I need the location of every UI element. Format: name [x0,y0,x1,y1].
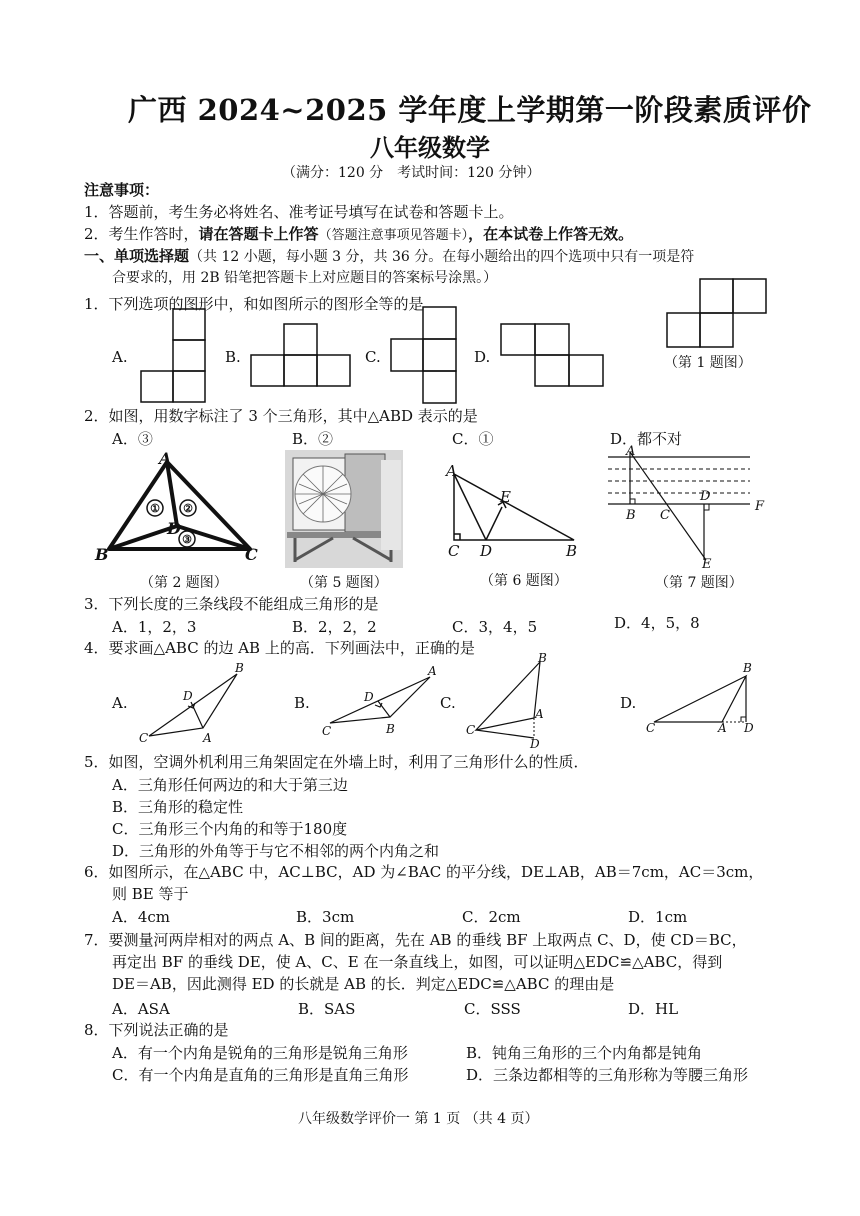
q7-stem-1: 7．要测量河两岸相对的两点 A、B 间的距离，先在 AB 的垂线 BF 上取两点 C、D，使 CD＝BC， [84,931,747,949]
q6-option-c: C．2cm [462,908,521,926]
q6-option-a: A．4cm [112,908,171,926]
section-1-heading: 一、单项选择题 [84,247,190,265]
fig6-label-c: C [448,542,460,560]
q8-option-d: D．三条边都相等的三角形称为等腰三角形 [466,1066,749,1084]
q3-option-a: A．1，2，3 [112,618,197,636]
q6-option-b: B．3cm [296,908,355,926]
q3-option-b: B．2，2，2 [292,618,377,636]
q1-option-d: D. [474,348,491,366]
q4c-label-b: B [538,651,547,665]
q4-option-a: A. [112,694,128,712]
note-2-part-d: ，在本试卷上作答无效。 [468,225,634,243]
fig6-label-d: D [480,542,493,560]
fig7-label-b: B [626,508,636,523]
note-2 [84,224,633,246]
page-title: 广西 2024~2025 学年度上学期第一阶段素质评价 [128,93,812,127]
q7-option-a: A．ASA [112,1000,170,1018]
q1-option-b: B. [225,348,241,366]
q8-option-b: B．钝角三角形的三个内角都是钝角 [466,1044,703,1062]
q7-option-c: C．SSS [464,1000,521,1018]
fig7-label-f: F [755,499,765,514]
section-1-header [84,246,694,267]
fig7-label-a: A [626,444,636,459]
fig7-label-e: E [702,557,712,572]
q4a-label-b: B [235,661,244,675]
q4a-label-d: D [183,689,193,703]
q4-figure-c [462,651,562,751]
q1-figure-c [390,306,458,404]
q4d-label-d: D [744,721,754,735]
fig2-label-2: ② [183,502,193,515]
fig6-label-a: A [446,462,457,480]
fig6-caption: （第 6 题图） [480,573,568,589]
fig7-diagram [600,444,770,570]
q5-option-d: D．三角形的外角等于与它不相邻的两个内角之和 [112,842,440,860]
q8-option-c: C．有一个内角是直角的三角形是直角三角形 [112,1066,409,1084]
fig5-air-conditioner-image [285,450,403,568]
q2-option-d: D．都不对 [610,430,683,448]
q2-option-c: C．① [452,430,494,448]
q1-caption: （第 1 题图） [664,355,752,371]
fig5-caption: （第 5 题图） [300,575,388,591]
fig2-caption: （第 2 题图） [140,575,228,591]
q6-stem-1: 6．如图所示，在△ABC 中，AC⊥BC，AD 为∠BAC 的平分线，DE⊥AB，AB＝7cm，AC＝3cm， [84,863,764,881]
q4c-label-c: C [466,723,476,737]
q2-option-b: B．② [292,430,334,448]
note-2-part-c: （答题注意事项见答题卡） [318,228,469,243]
notes-heading: 注意事项： [84,181,160,199]
q3-option-d: D．4，5，8 [614,614,700,632]
q4a-label-c: C [139,731,149,745]
q1-stem: 1．下列选项的图形中，和如图所示的图形全等的是 [84,295,424,313]
fig2-label-b: B [95,545,109,564]
q4c-label-d: D [530,737,540,751]
fig2-label-1: ① [150,502,160,515]
q4d-label-c: C [646,721,656,735]
fig7-label-d: D [700,489,711,504]
page-subtitle: 八年级数学 [370,133,490,162]
note-2-part-a: 2．考生作答时， [84,225,199,243]
fig2-diagram [95,449,270,572]
q1-option-a: A. [112,348,128,366]
q4-option-b: B. [294,694,310,712]
fig6-diagram [440,462,590,558]
q4-option-d: D. [620,694,637,712]
fig2-label-c: C [245,545,258,564]
q4-figure-b [318,665,443,740]
fig7-label-c: C [660,508,670,523]
fig6-label-e: E [500,488,511,506]
q2-option-a: A．③ [112,430,153,448]
q7-option-b: B．SAS [298,1000,356,1018]
q1-reference-figure [666,278,768,348]
q7-option-d: D．HL [628,1000,679,1018]
q5-option-a: A．三角形任何两边的和大于第三边 [112,776,348,794]
q1-option-c: C. [365,348,381,366]
q2-stem: 2．如图，用数字标注了 3 个三角形，其中△ABD 表示的是 [84,407,478,425]
q7-stem-2: 再定出 BF 的垂线 DE，使 A、C、E 在一条直线上，如图，可以证明△EDC≌△ABC，得到 [112,953,723,971]
q4b-label-c: C [322,724,332,738]
q3-option-c: C．3，4，5 [452,618,538,636]
q6-stem-2: 则 BE 等于 [112,885,189,903]
q4b-label-d: D [364,690,374,704]
q5-stem: 5．如图，空调外机利用三角架固定在外墙上时，利用了三角形什么的性质． [84,753,589,771]
q1-figure-b [250,323,352,387]
q4-option-c: C. [440,694,456,712]
q6-option-d: D．1cm [628,908,688,926]
fig6-label-b: B [566,542,578,560]
q8-option-a: A．有一个内角是锐角的三角形是锐角三角形 [112,1044,408,1062]
exam-info: （满分：120 分 考试时间：120 分钟） [282,165,541,181]
q4d-label-b: B [743,661,752,675]
q4b-label-b: B [386,722,395,736]
q1-figure-d [500,323,604,387]
q1-figure-a [140,308,210,404]
section-1-desc-2: 合要求的，用 2B 铅笔把答题卡上对应题目的答案标号涂黑。） [112,270,498,286]
q4-figure-a [135,660,245,745]
fig2-label-d: D [167,519,181,538]
q4d-label-a: A [718,721,727,735]
q4b-label-a: A [428,664,437,678]
note-1: 1．答题前，考生务必将姓名、准考证号填写在试卷和答题卡上。 [84,203,514,221]
fig2-label-a: A [159,449,172,468]
section-1-desc-1: （共 12 小题，每小题 3 分，共 36 分。在每小题给出的四个选项中只有一项是符 [189,249,695,265]
note-2-part-b: 请在答题卡上作答 [198,225,319,243]
fig7-caption: （第 7 题图） [655,575,743,591]
q5-option-b: B．三角形的稳定性 [112,798,244,816]
q7-stem-3: DE＝AB，因此测得 ED 的长就是 AB 的长．判定△EDC≌△ABC 的理由是 [112,975,615,993]
q8-stem: 8．下列说法正确的是 [84,1021,229,1039]
q4c-label-a: A [535,707,544,721]
q4-stem: 4．要求画△ABC 的边 AB 上的高．下列画法中，正确的是 [84,639,475,657]
q4-figure-d [642,660,767,740]
q3-stem: 3．下列长度的三条线段不能组成三角形的是 [84,595,379,613]
fig2-label-3: ③ [182,533,192,546]
page-footer: 八年级数学评价一 第 1 页 （共 4 页） [298,1111,539,1127]
q5-option-c: C．三角形三个内角的和等于180度 [112,820,348,838]
q4a-label-a: A [203,731,212,745]
